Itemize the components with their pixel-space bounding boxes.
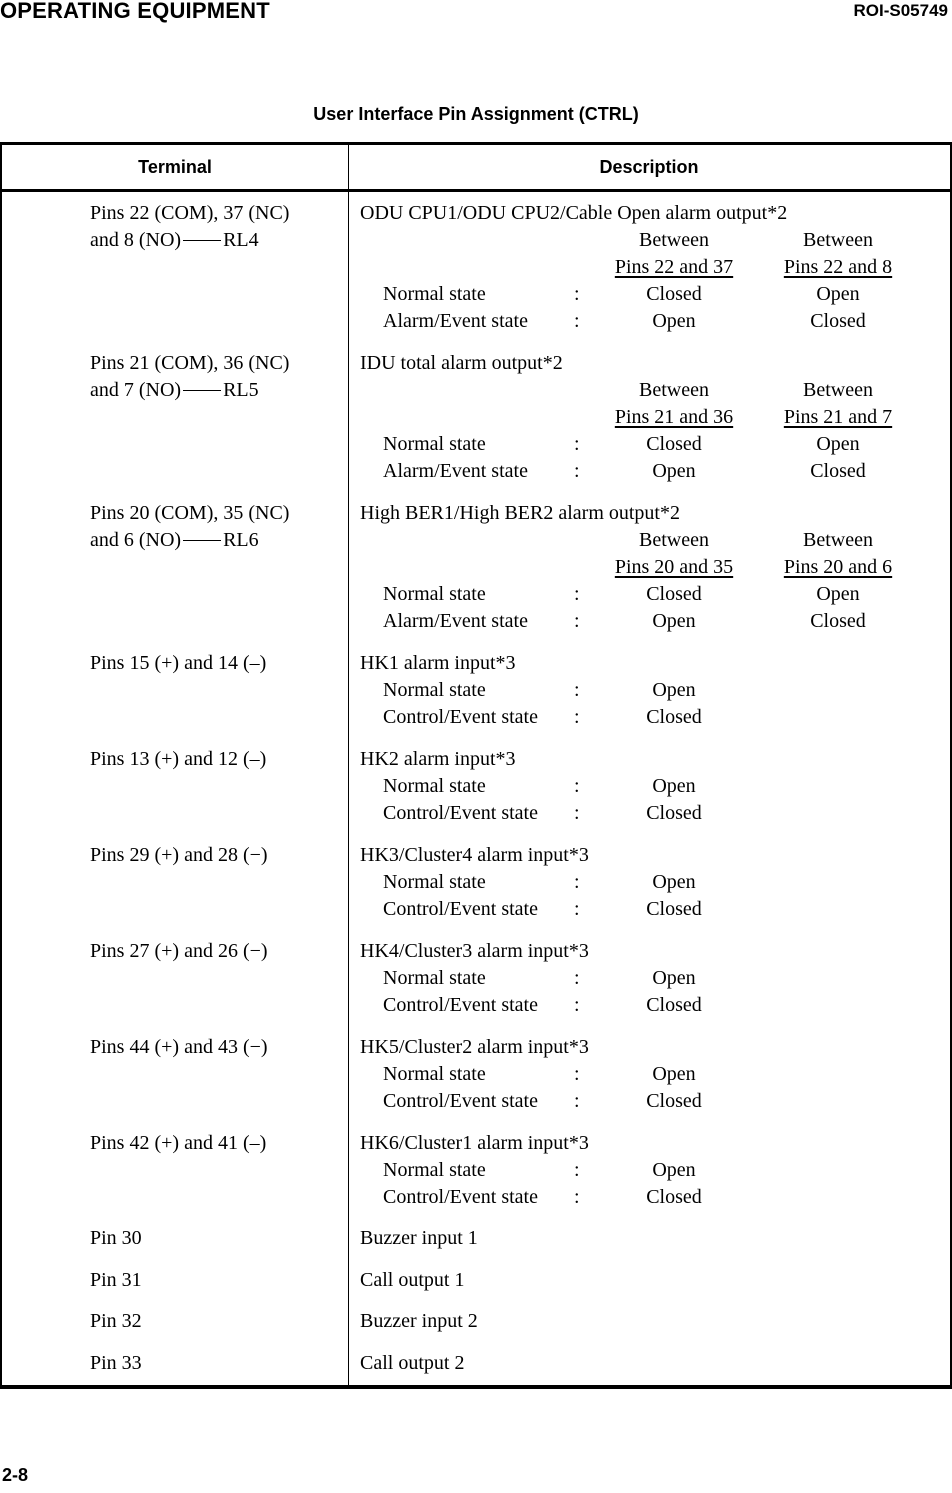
state-value: Open	[652, 967, 696, 989]
terminal-cell-line2: and 8 (NO) RL4	[90, 229, 259, 251]
terminal-cell: Pin 31	[90, 1269, 142, 1291]
state-value: Open	[652, 679, 696, 701]
column1-heading: Between	[639, 529, 709, 551]
state-label: Normal state	[383, 433, 486, 455]
relay-dash	[183, 240, 221, 241]
table-title: User Interface Pin Assignment (CTRL)	[313, 104, 639, 124]
state-value-2: Closed	[810, 310, 866, 332]
description-cell: HK5/Cluster2 alarm input*3	[360, 1036, 589, 1058]
description-cell: HK6/Cluster1 alarm input*3	[360, 1132, 589, 1154]
pin-assignment-table	[0, 142, 952, 1389]
state-label: Control/Event state	[383, 1186, 538, 1208]
relay-dash	[183, 390, 221, 391]
state-value-2: Closed	[810, 460, 866, 482]
column2-heading: Between	[803, 379, 873, 401]
state-colon: :	[574, 460, 580, 482]
state-value-1: Closed	[646, 433, 702, 455]
state-colon: :	[574, 967, 580, 989]
state-value-1: Open	[652, 460, 696, 482]
description-cell: Buzzer input 1	[360, 1227, 478, 1249]
state-value: Closed	[646, 898, 702, 920]
state-value: Open	[652, 1159, 696, 1181]
document-header-title: OPERATING EQUIPMENT	[0, 0, 270, 23]
header-divider	[2, 189, 950, 192]
state-value: Closed	[646, 802, 702, 824]
state-label: Control/Event state	[383, 898, 538, 920]
state-colon: :	[574, 433, 580, 455]
description-cell: IDU total alarm output*2	[360, 352, 563, 374]
terminal-cell: Pins 21 (COM), 36 (NC)	[90, 352, 290, 374]
state-label: Normal state	[383, 775, 486, 797]
state-value-2: Open	[816, 283, 860, 305]
state-colon: :	[574, 1063, 580, 1085]
state-value-2: Closed	[810, 610, 866, 632]
state-value-2: Open	[816, 433, 860, 455]
column2-heading: Between	[803, 229, 873, 251]
state-label: Normal state	[383, 1063, 486, 1085]
state-label: Normal state	[383, 583, 486, 605]
state-label: Normal state	[383, 967, 486, 989]
column-header-terminal: Terminal	[138, 157, 212, 177]
state-label: Normal state	[383, 1159, 486, 1181]
terminal-cell: Pin 32	[90, 1310, 142, 1332]
state-label: Alarm/Event state	[383, 310, 528, 332]
column2-pins: Pins 20 and 6	[783, 556, 893, 578]
relay-dash	[183, 540, 221, 541]
terminal-cell: Pin 33	[90, 1352, 142, 1374]
state-value: Closed	[646, 706, 702, 728]
description-cell: High BER1/High BER2 alarm output*2	[360, 502, 680, 524]
terminal-cell: Pins 22 (COM), 37 (NC)	[90, 202, 290, 224]
state-colon: :	[574, 610, 580, 632]
state-colon: :	[574, 898, 580, 920]
terminal-cell: Pins 13 (+) and 12 (–)	[90, 748, 267, 770]
column1-pins: Pins 21 and 36	[614, 406, 734, 428]
state-value: Open	[652, 871, 696, 893]
state-colon: :	[574, 310, 580, 332]
state-colon: :	[574, 283, 580, 305]
state-colon: :	[574, 802, 580, 824]
terminal-cell: Pins 20 (COM), 35 (NC)	[90, 502, 290, 524]
state-colon: :	[574, 583, 580, 605]
terminal-cell-line2: and 6 (NO) RL6	[90, 529, 259, 551]
column2-pins: Pins 21 and 7	[783, 406, 893, 428]
terminal-cell: Pin 30	[90, 1227, 142, 1249]
description-cell: HK1 alarm input*3	[360, 652, 516, 674]
column-header-description: Description	[599, 157, 699, 177]
state-value-1: Closed	[646, 583, 702, 605]
state-value: Open	[652, 775, 696, 797]
document-number: ROI-S05749	[853, 1, 948, 20]
terminal-cell-line2: and 7 (NO) RL5	[90, 379, 259, 401]
state-value-2: Open	[816, 583, 860, 605]
terminal-cell: Pins 42 (+) and 41 (–)	[90, 1132, 267, 1154]
state-colon: :	[574, 1186, 580, 1208]
state-value-1: Open	[652, 610, 696, 632]
description-cell: HK2 alarm input*3	[360, 748, 516, 770]
state-value-1: Open	[652, 310, 696, 332]
state-label: Control/Event state	[383, 994, 538, 1016]
state-colon: :	[574, 706, 580, 728]
column-divider	[348, 145, 349, 1385]
description-cell: Buzzer input 2	[360, 1310, 478, 1332]
state-value-1: Closed	[646, 283, 702, 305]
state-value: Closed	[646, 994, 702, 1016]
state-colon: :	[574, 994, 580, 1016]
column1-heading: Between	[639, 229, 709, 251]
column1-pins: Pins 20 and 35	[614, 556, 734, 578]
state-colon: :	[574, 1159, 580, 1181]
description-cell: ODU CPU1/ODU CPU2/Cable Open alarm output*2	[360, 202, 788, 224]
description-cell: Call output 1	[360, 1269, 465, 1291]
state-colon: :	[574, 775, 580, 797]
state-colon: :	[574, 1090, 580, 1112]
state-value: Open	[652, 1063, 696, 1085]
description-cell: HK4/Cluster3 alarm input*3	[360, 940, 589, 962]
state-label: Normal state	[383, 679, 486, 701]
description-cell: Call output 2	[360, 1352, 465, 1374]
terminal-cell: Pins 44 (+) and 43 (−)	[90, 1036, 268, 1058]
state-label: Control/Event state	[383, 1090, 538, 1112]
state-label: Alarm/Event state	[383, 610, 528, 632]
state-value: Closed	[646, 1090, 702, 1112]
state-label: Alarm/Event state	[383, 460, 528, 482]
terminal-cell: Pins 15 (+) and 14 (–)	[90, 652, 267, 674]
terminal-cell: Pins 29 (+) and 28 (−)	[90, 844, 268, 866]
page-number: 2-8	[2, 1465, 29, 1485]
state-label: Normal state	[383, 871, 486, 893]
state-label: Control/Event state	[383, 802, 538, 824]
column2-pins: Pins 22 and 8	[783, 256, 893, 278]
state-label: Control/Event state	[383, 706, 538, 728]
state-colon: :	[574, 871, 580, 893]
column2-heading: Between	[803, 529, 873, 551]
column1-pins: Pins 22 and 37	[614, 256, 734, 278]
state-value: Closed	[646, 1186, 702, 1208]
state-label: Normal state	[383, 283, 486, 305]
column1-heading: Between	[639, 379, 709, 401]
description-cell: HK3/Cluster4 alarm input*3	[360, 844, 589, 866]
state-colon: :	[574, 679, 580, 701]
terminal-cell: Pins 27 (+) and 26 (−)	[90, 940, 268, 962]
